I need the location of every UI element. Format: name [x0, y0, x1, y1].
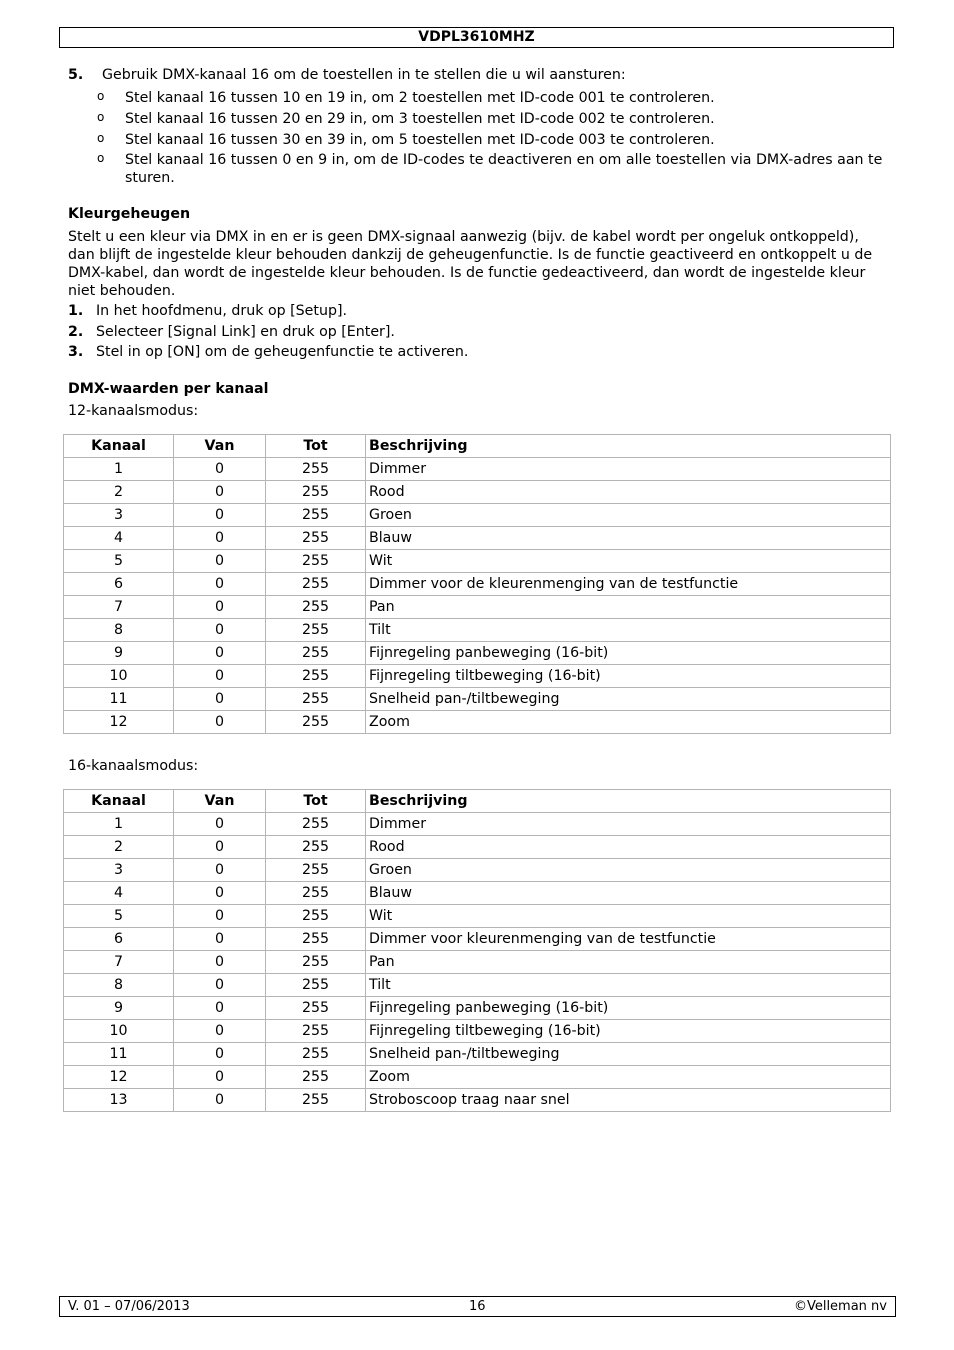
bullet-text: Stel kanaal 16 tussen 30 en 39 in, om 5 toestellen met ID-code 003 te controleren.: [125, 132, 715, 148]
cell-tot: 255: [266, 997, 366, 1020]
cell-van: 0: [174, 665, 266, 688]
cell-tot: 255: [266, 1020, 366, 1043]
table-row: [64, 573, 891, 596]
cell-kanaal: 2: [64, 481, 174, 504]
cell-van: 0: [174, 813, 266, 836]
cell-van: 0: [174, 573, 266, 596]
cell-tot: 255: [266, 504, 366, 527]
cell-tot: 255: [266, 882, 366, 905]
footer-page-number: 16: [469, 1299, 486, 1314]
bullet-icon: o: [97, 131, 105, 145]
table-row: [64, 974, 891, 997]
cell-kanaal: 9: [64, 642, 174, 665]
table-row: [64, 905, 891, 928]
cell-tot: 255: [266, 1089, 366, 1112]
cell-tot: 255: [266, 527, 366, 550]
cell-beschrijving: Snelheid pan-/tiltbeweging: [366, 1043, 891, 1066]
cell-tot: 255: [266, 905, 366, 928]
cell-beschrijving: Pan: [366, 596, 891, 619]
cell-beschrijving: Groen: [366, 504, 891, 527]
column-header-kanaal: Kanaal: [64, 790, 174, 813]
cell-kanaal: 11: [64, 1043, 174, 1066]
cell-beschrijving: Dimmer: [366, 458, 891, 481]
cell-beschrijving: Wit: [366, 550, 891, 573]
cell-van: 0: [174, 951, 266, 974]
bullet-text: Stel kanaal 16 tussen 10 en 19 in, om 2 toestellen met ID-code 001 te controleren.: [125, 90, 715, 106]
cell-tot: 255: [266, 619, 366, 642]
table-row: [64, 882, 891, 905]
cell-kanaal: 10: [64, 665, 174, 688]
table-body: [64, 458, 891, 734]
table-row: [64, 527, 891, 550]
cell-beschrijving: Rood: [366, 836, 891, 859]
cell-kanaal: 6: [64, 928, 174, 951]
column-header-tot: Tot: [266, 790, 366, 813]
step-number: 5.: [68, 67, 84, 83]
cell-tot: 255: [266, 813, 366, 836]
cell-kanaal: 2: [64, 836, 174, 859]
cell-tot: 255: [266, 859, 366, 882]
cell-beschrijving: Rood: [366, 481, 891, 504]
cell-kanaal: 7: [64, 951, 174, 974]
cell-tot: 255: [266, 665, 366, 688]
cell-beschrijving: Dimmer: [366, 813, 891, 836]
step-number: 3.: [68, 344, 84, 360]
table-row: [64, 481, 891, 504]
cell-beschrijving: Dimmer voor de kleurenmenging van de testfunctie: [366, 573, 891, 596]
dmx-table-12: [63, 434, 891, 734]
cell-beschrijving: Fijnregeling tiltbeweging (16-bit): [366, 1020, 891, 1043]
cell-van: 0: [174, 596, 266, 619]
table-row: [64, 665, 891, 688]
step-text: In het hoofdmenu, druk op [Setup].: [96, 303, 348, 319]
cell-beschrijving: Zoom: [366, 711, 891, 734]
cell-kanaal: 3: [64, 504, 174, 527]
cell-van: 0: [174, 1089, 266, 1112]
cell-van: 0: [174, 974, 266, 997]
cell-beschrijving: Blauw: [366, 527, 891, 550]
page-header-model: VDPL3610MHZ: [59, 27, 894, 48]
cell-tot: 255: [266, 836, 366, 859]
table-header-row: [64, 790, 891, 813]
dmx-table-16: [63, 789, 891, 1112]
cell-kanaal: 5: [64, 905, 174, 928]
cell-kanaal: 9: [64, 997, 174, 1020]
step-number: 1.: [68, 303, 84, 319]
cell-tot: 255: [266, 458, 366, 481]
cell-tot: 255: [266, 951, 366, 974]
cell-tot: 255: [266, 711, 366, 734]
cell-beschrijving: Fijnregeling panbeweging (16-bit): [366, 642, 891, 665]
table-row: [64, 642, 891, 665]
cell-beschrijving: Stroboscoop traag naar snel: [366, 1089, 891, 1112]
cell-tot: 255: [266, 550, 366, 573]
cell-kanaal: 1: [64, 813, 174, 836]
cell-beschrijving: Blauw: [366, 882, 891, 905]
column-header-beschrijving: Beschrijving: [366, 790, 891, 813]
cell-beschrijving: Pan: [366, 951, 891, 974]
cell-beschrijving: Fijnregeling panbeweging (16-bit): [366, 997, 891, 1020]
table-row: [64, 596, 891, 619]
cell-van: 0: [174, 1020, 266, 1043]
table-row: [64, 1066, 891, 1089]
cell-van: 0: [174, 859, 266, 882]
step-text: Stel in op [ON] om de geheugenfunctie te activeren.: [96, 344, 469, 360]
bullet-icon: o: [97, 110, 105, 124]
cell-kanaal: 5: [64, 550, 174, 573]
table-row: [64, 813, 891, 836]
cell-beschrijving: Fijnregeling tiltbeweging (16-bit): [366, 665, 891, 688]
table-row: [64, 951, 891, 974]
cell-tot: 255: [266, 481, 366, 504]
table-row: [64, 688, 891, 711]
table-row: [64, 859, 891, 882]
table-row: [64, 619, 891, 642]
cell-van: 0: [174, 997, 266, 1020]
cell-van: 0: [174, 836, 266, 859]
cell-van: 0: [174, 882, 266, 905]
cell-kanaal: 13: [64, 1089, 174, 1112]
cell-tot: 255: [266, 974, 366, 997]
cell-kanaal: 8: [64, 974, 174, 997]
cell-van: 0: [174, 504, 266, 527]
table-row: [64, 1089, 891, 1112]
cell-van: 0: [174, 550, 266, 573]
table-row: [64, 997, 891, 1020]
footer-copyright: ©Velleman nv: [793, 1299, 887, 1314]
bullet-text: Stel kanaal 16 tussen 20 en 29 in, om 3 toestellen met ID-code 002 te controleren.: [125, 111, 715, 127]
cell-tot: 255: [266, 1043, 366, 1066]
table-row: [64, 711, 891, 734]
table-header-row: [64, 435, 891, 458]
step-text: Gebruik DMX-kanaal 16 om de toestellen in te stellen die u wil aansturen:: [102, 67, 626, 83]
footer-version: V. 01 – 07/06/2013: [68, 1299, 190, 1314]
cell-kanaal: 7: [64, 596, 174, 619]
cell-van: 0: [174, 527, 266, 550]
cell-van: 0: [174, 1066, 266, 1089]
cell-van: 0: [174, 1043, 266, 1066]
cell-van: 0: [174, 905, 266, 928]
cell-beschrijving: Snelheid pan-/tiltbeweging: [366, 688, 891, 711]
table-row: [64, 928, 891, 951]
cell-tot: 255: [266, 688, 366, 711]
cell-kanaal: 8: [64, 619, 174, 642]
cell-van: 0: [174, 481, 266, 504]
table-row: [64, 1043, 891, 1066]
column-header-beschrijving: Beschrijving: [366, 435, 891, 458]
memory-paragraph: Stelt u een kleur via DMX in en er is geen DMX-signaal aanwezig (bijv. de kabel wordt per ongeluk ontkoppeld), dan blijft de ingestelde kleur behouden dankzij de geheugenfunctie. Is de functie geactiveerd en ontkoppelt u de DMX-kabel, dan wordt de ingestelde kleur behouden. Is de functie gedeactiveerd, dan wordt de ingestelde kleur niet behouden.: [68, 229, 873, 299]
cell-tot: 255: [266, 596, 366, 619]
bullet-icon: o: [97, 151, 105, 165]
cell-beschrijving: Wit: [366, 905, 891, 928]
table-row: [64, 836, 891, 859]
cell-kanaal: 12: [64, 711, 174, 734]
table-row: [64, 1020, 891, 1043]
step-text: Selecteer [Signal Link] en druk op [Enter].: [96, 324, 395, 340]
cell-tot: 255: [266, 928, 366, 951]
mode-12-label: 12-kanaalsmodus:: [68, 403, 199, 419]
cell-kanaal: 3: [64, 859, 174, 882]
cell-van: 0: [174, 688, 266, 711]
column-header-van: Van: [174, 435, 266, 458]
cell-kanaal: 4: [64, 527, 174, 550]
cell-kanaal: 11: [64, 688, 174, 711]
page-footer: [59, 1296, 896, 1317]
cell-van: 0: [174, 642, 266, 665]
cell-beschrijving: Dimmer voor kleurenmenging van de testfunctie: [366, 928, 891, 951]
table-row: [64, 550, 891, 573]
section-heading-dmx: DMX-waarden per kanaal: [68, 381, 269, 397]
table-body: [64, 813, 891, 1112]
cell-beschrijving: Tilt: [366, 619, 891, 642]
cell-kanaal: 1: [64, 458, 174, 481]
cell-van: 0: [174, 458, 266, 481]
mode-16-label: 16-kanaalsmodus:: [68, 758, 199, 774]
cell-van: 0: [174, 928, 266, 951]
cell-beschrijving: Tilt: [366, 974, 891, 997]
column-header-van: Van: [174, 790, 266, 813]
table-row: [64, 458, 891, 481]
cell-kanaal: 4: [64, 882, 174, 905]
cell-van: 0: [174, 619, 266, 642]
cell-tot: 255: [266, 642, 366, 665]
cell-tot: 255: [266, 573, 366, 596]
bullet-icon: o: [97, 89, 105, 103]
column-header-kanaal: Kanaal: [64, 435, 174, 458]
table-row: [64, 504, 891, 527]
cell-kanaal: 10: [64, 1020, 174, 1043]
cell-kanaal: 12: [64, 1066, 174, 1089]
cell-van: 0: [174, 711, 266, 734]
bullet-text: Stel kanaal 16 tussen 0 en 9 in, om de ID-codes te deactiveren en om alle toestellen via DMX-adres aan te sturen.: [125, 152, 883, 186]
cell-tot: 255: [266, 1066, 366, 1089]
cell-beschrijving: Groen: [366, 859, 891, 882]
column-header-tot: Tot: [266, 435, 366, 458]
section-heading-memory: Kleurgeheugen: [68, 206, 191, 222]
cell-beschrijving: Zoom: [366, 1066, 891, 1089]
step-number: 2.: [68, 324, 84, 340]
cell-kanaal: 6: [64, 573, 174, 596]
